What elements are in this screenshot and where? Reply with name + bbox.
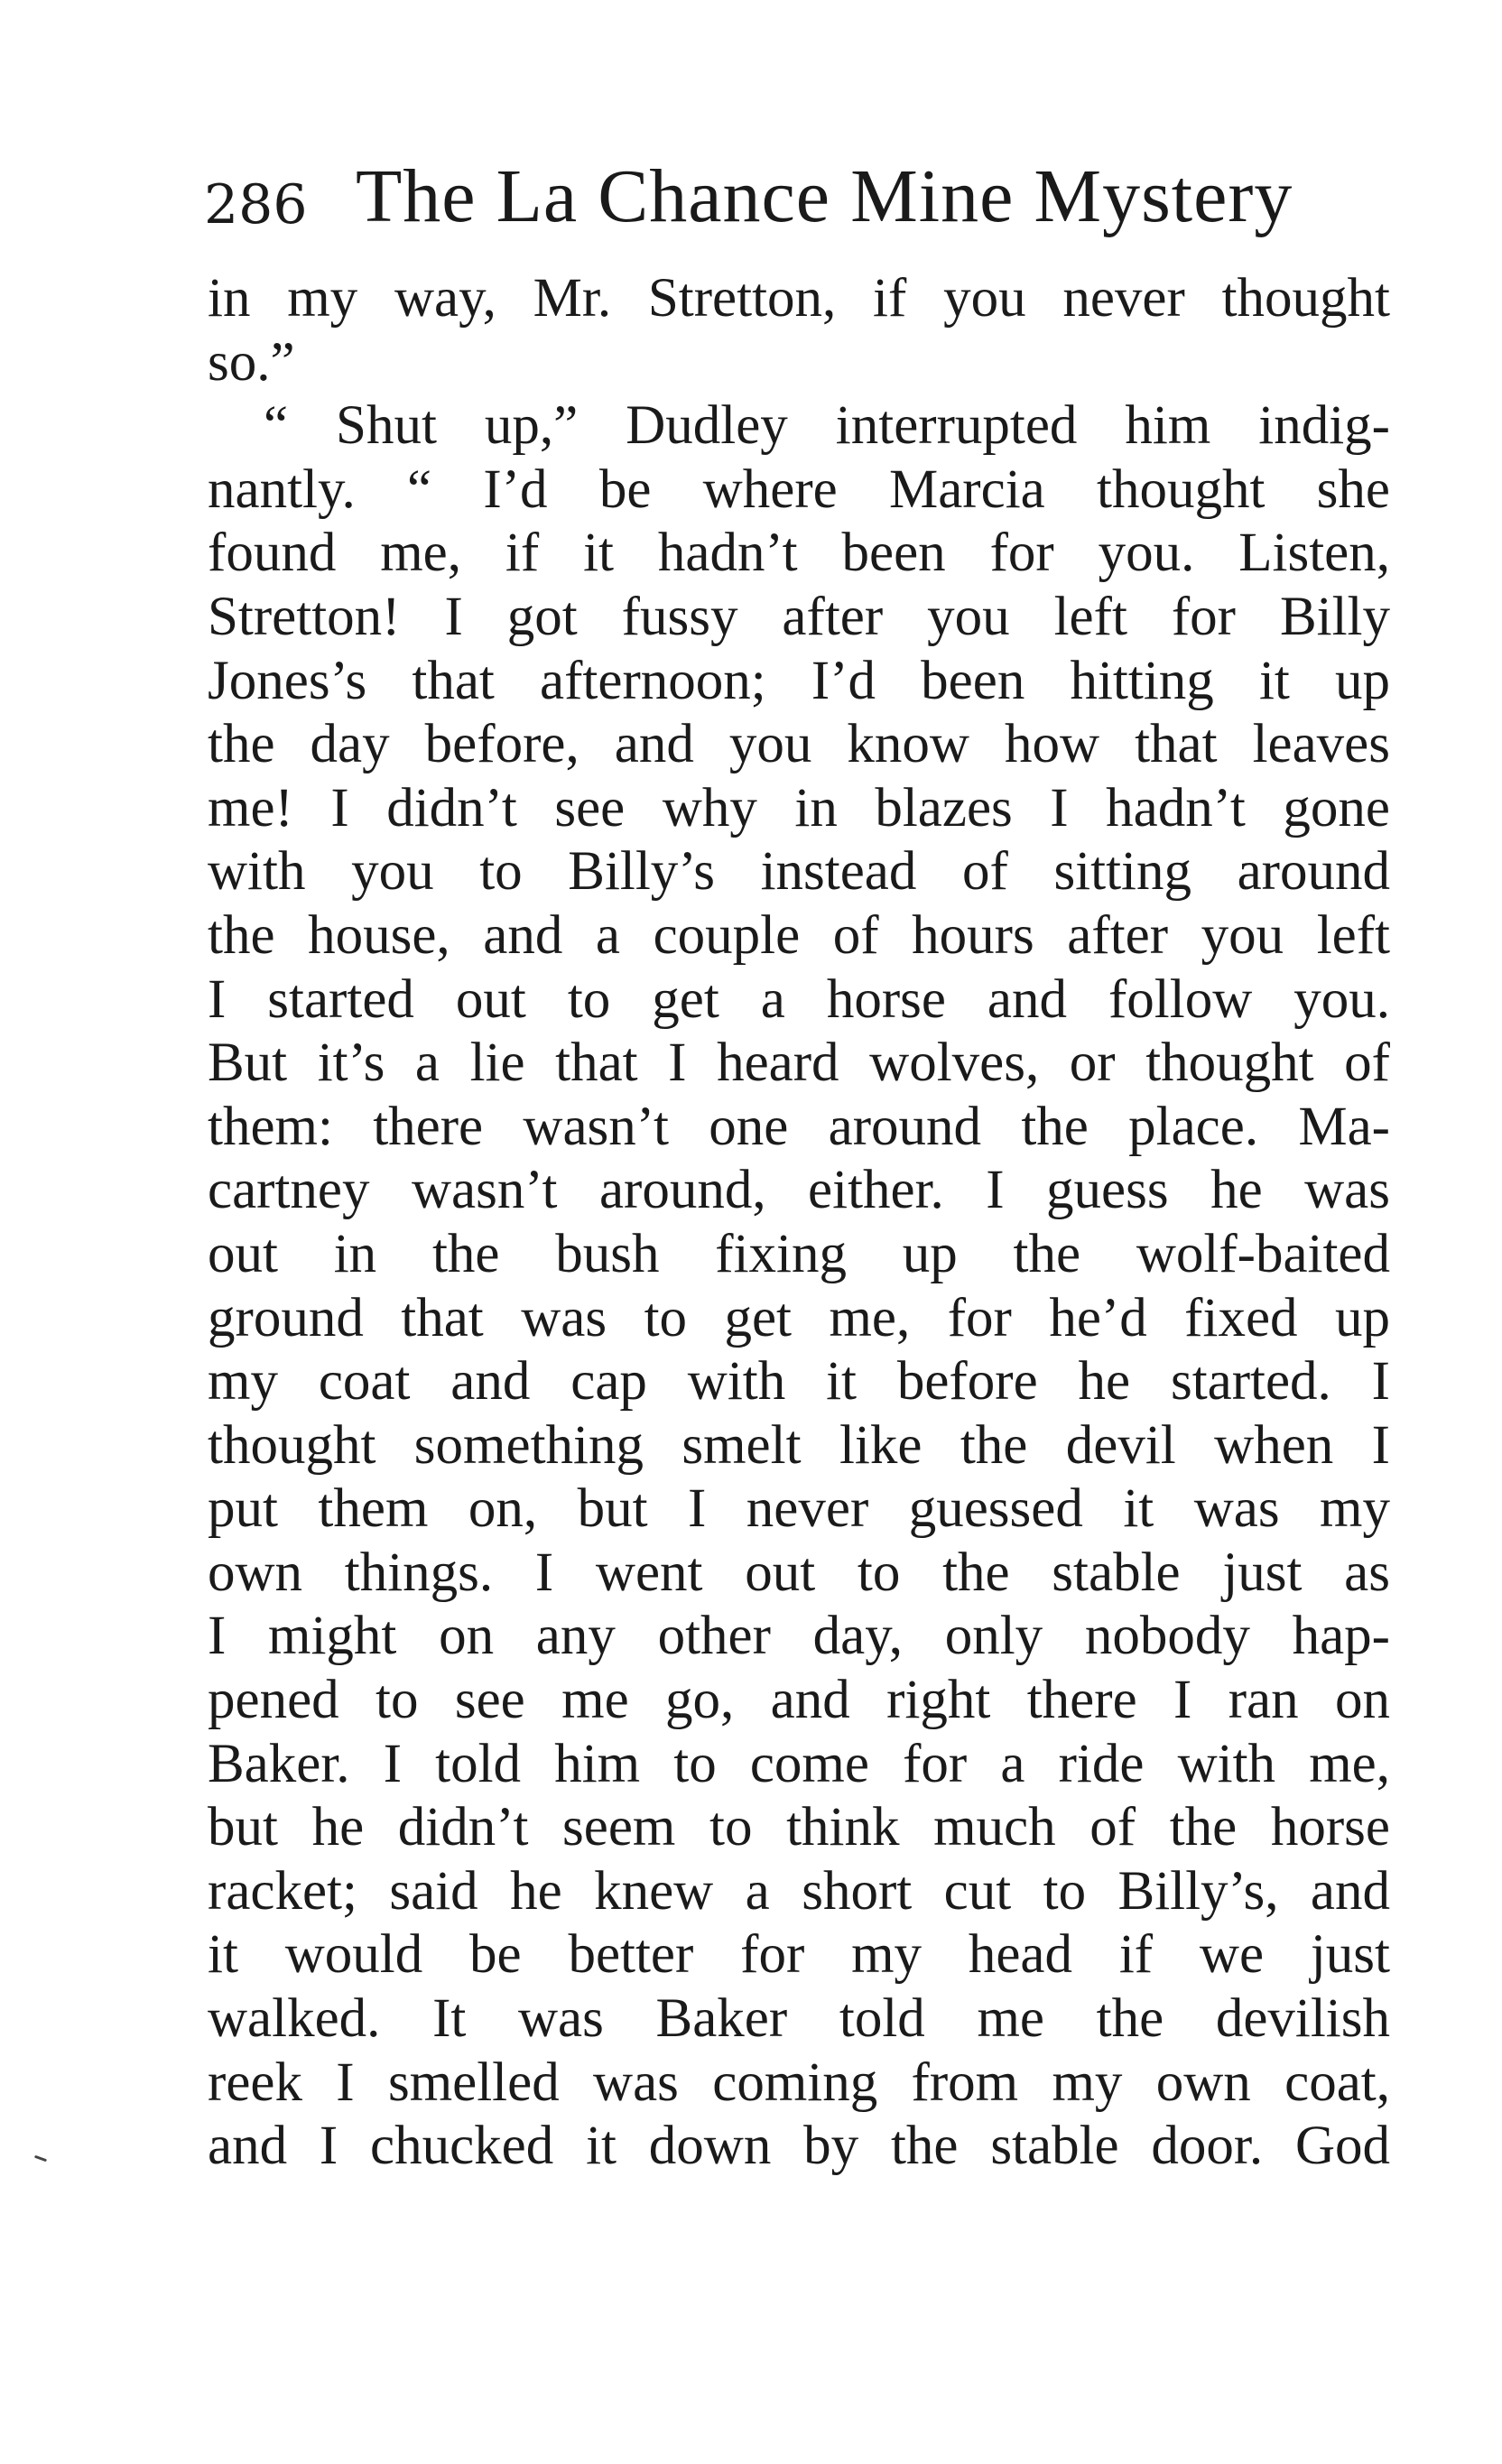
page-header xyxy=(204,152,1395,251)
text-line: with you to Billy’s instead of sitting around xyxy=(208,841,1390,903)
text-line: walked. It was Baker told me the devilish xyxy=(208,1988,1390,2050)
text-line: thought something smelt like the devil when I xyxy=(208,1414,1390,1476)
text-line: nantly. “ I’d be where Marcia thought she xyxy=(208,459,1390,520)
text-line: me! I didn’t see why in blazes I hadn’t gone xyxy=(208,777,1390,838)
scan-speck xyxy=(34,2155,47,2163)
text-line: so.” xyxy=(208,331,295,393)
text-line: but he didn’t seem to think much of the horse xyxy=(208,1797,1390,1858)
text-line: Jones’s that afternoon; I’d been hitting it up xyxy=(208,650,1390,711)
text-line: cartney wasn’t around, either. I guess he was xyxy=(208,1160,1390,1221)
text-line: and I chucked it down by the stable door. God xyxy=(208,2116,1390,2177)
text-line: I started out to get a horse and follow you. xyxy=(208,968,1390,1030)
text-line: my coat and cap with it before he started. I xyxy=(208,1351,1390,1413)
text-line: reek I smelled was coming from my own coat, xyxy=(208,2052,1390,2113)
text-line: ground that was to get me, for he’d fixed up xyxy=(208,1287,1390,1348)
text-line: Baker. I told him to come for a ride with me, xyxy=(208,1733,1390,1794)
text-line: out in the bush fixing up the wolf-baited xyxy=(208,1223,1390,1284)
text-line: racket; said he knew a short cut to Billy’s, and xyxy=(208,1860,1390,1922)
text-line: But it’s a lie that I heard wolves, or thought of xyxy=(208,1033,1390,1094)
text-line: them: there wasn’t one around the place. Ma- xyxy=(208,1096,1390,1157)
text-line: it would be better for my head if we just xyxy=(208,1924,1390,1986)
text-line: the day before, and you know how that leaves xyxy=(208,714,1390,775)
text-line: in my way, Mr. Stretton, if you never thought xyxy=(208,268,1390,329)
text-line: “ Shut up,” Dudley interrupted him indig- xyxy=(264,395,1390,457)
text-line: own things. I went out to the stable just as xyxy=(208,1542,1390,1603)
text-line: put them on, but I never guessed it was my xyxy=(208,1478,1390,1540)
running-title: The La Chance Mine Mystery xyxy=(356,154,1293,238)
body-text xyxy=(208,267,1390,2179)
text-line: pened to see me go, and right there I ran on xyxy=(208,1670,1390,1731)
text-line: I might on any other day, only nobody hap- xyxy=(208,1606,1390,1667)
text-line: the house, and a couple of hours after you left xyxy=(208,904,1390,966)
page-number: 286 xyxy=(204,173,308,236)
text-line: Stretton! I got fussy after you left for Billy xyxy=(208,586,1390,647)
text-line: found me, if it hadn’t been for you. Listen, xyxy=(208,523,1390,584)
